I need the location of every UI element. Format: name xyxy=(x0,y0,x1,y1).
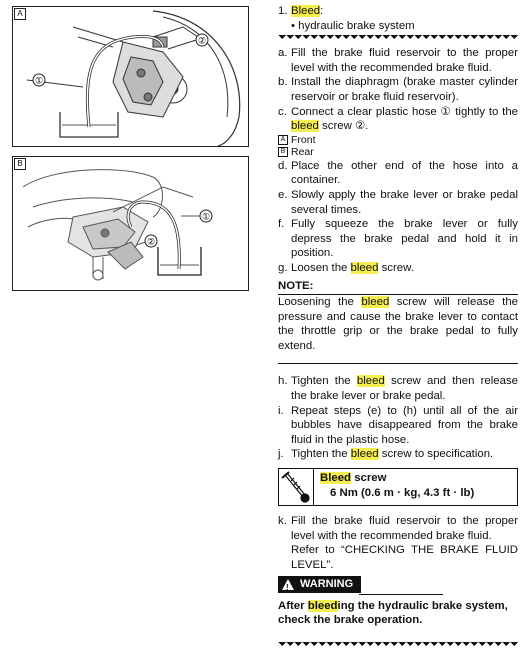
legend-rear: B Rear xyxy=(278,146,518,159)
bullet: • xyxy=(291,19,295,32)
note-title: NOTE: xyxy=(278,279,518,296)
highlight-bleed: bleed xyxy=(356,375,385,388)
callout-2-b: ② xyxy=(146,236,156,247)
warning-badge: ! WARNING xyxy=(278,576,361,593)
highlight-bleed: bleed xyxy=(350,448,379,461)
warning-icon: ! xyxy=(282,579,294,590)
step-c: c. Connect a clear plastic hose ① tightly to the bleed screw ②. xyxy=(278,105,518,133)
step-h: h. Tighten the bleed screw and then release the brake lever or brake pedal. xyxy=(278,375,518,403)
step-i: i. Repeat steps (e) to (h) until all of the air bubbles have disappeared from the brake fluid in the plastic hose. xyxy=(278,404,518,446)
callout-1-b: ① xyxy=(201,211,211,222)
step-1-sub: • hydraulic brake system xyxy=(291,19,415,32)
instructions-column xyxy=(278,4,518,653)
note-body: Loosening the bleed screw will release the pressure and cause the brake lever to contact the throttle grip or the brake pedal to fully extend. xyxy=(278,295,518,364)
highlight-bleed: bleed xyxy=(361,296,390,309)
legend-front: A Front xyxy=(278,134,518,147)
warning-header xyxy=(278,572,518,594)
figure-front-brake xyxy=(12,6,249,147)
highlight-bleed: bleed xyxy=(291,120,319,133)
rear-brake-illustration xyxy=(13,157,248,290)
torque-wrench-icon xyxy=(279,469,314,505)
step-d: d. Place the other end of the hose into a container. xyxy=(278,159,518,187)
figure-tag-a: A xyxy=(14,8,26,20)
callout-1-a: ① xyxy=(34,75,44,86)
step-a: a. Fill the brake fluid reservoir to the proper level with the recommended brake fluid. xyxy=(278,47,518,74)
highlight-bleed: Bleed xyxy=(291,5,321,17)
figure-rear-brake xyxy=(12,156,249,291)
torque-spec-text: Bleed screw 6 Nm (0.6 m · kg, 4.3 ft · lb) xyxy=(320,472,475,499)
highlight-bleed: bleed xyxy=(307,599,338,612)
step-f: f. Fully squeeze the brake lever or fully depress the brake pedal and hold it in position. xyxy=(278,218,518,260)
front-brake-illustration xyxy=(13,7,248,146)
highlight-bleed: Bleed xyxy=(320,472,352,485)
step-number: 1. xyxy=(278,5,288,17)
step-e: e. Slowly apply the brake lever or brake pedal several times. xyxy=(278,188,518,216)
highlight-bleed: bleed xyxy=(350,261,379,274)
warning-body: After bleeding the hydraulic brake system, check the brake operation. xyxy=(278,599,508,627)
step-j: j. Tighten the bleed screw to specification. xyxy=(278,448,494,461)
callout-2-a: ② xyxy=(197,35,207,46)
step-g: g. Loosen the bleed screw. xyxy=(278,261,414,274)
figure-tag-b: B xyxy=(14,158,26,170)
zigzag-divider-bottom xyxy=(278,642,518,650)
step-1: 1. Bleed: xyxy=(278,5,324,17)
torque-spec-box xyxy=(278,468,518,506)
step-k: k. Fill the brake fluid reservoir to the proper level with the recommended brake fluid. Refer to “CHECKING THE BRAKE FLUID LEVEL”. xyxy=(278,515,518,571)
torque-value: 6 Nm (0.6 m · kg, 4.3 ft · lb) xyxy=(330,486,475,499)
zigzag-divider xyxy=(278,35,518,43)
step-b: b. Install the diaphragm (brake master cylinder reservoir or brake fluid reservoir). xyxy=(278,76,518,103)
